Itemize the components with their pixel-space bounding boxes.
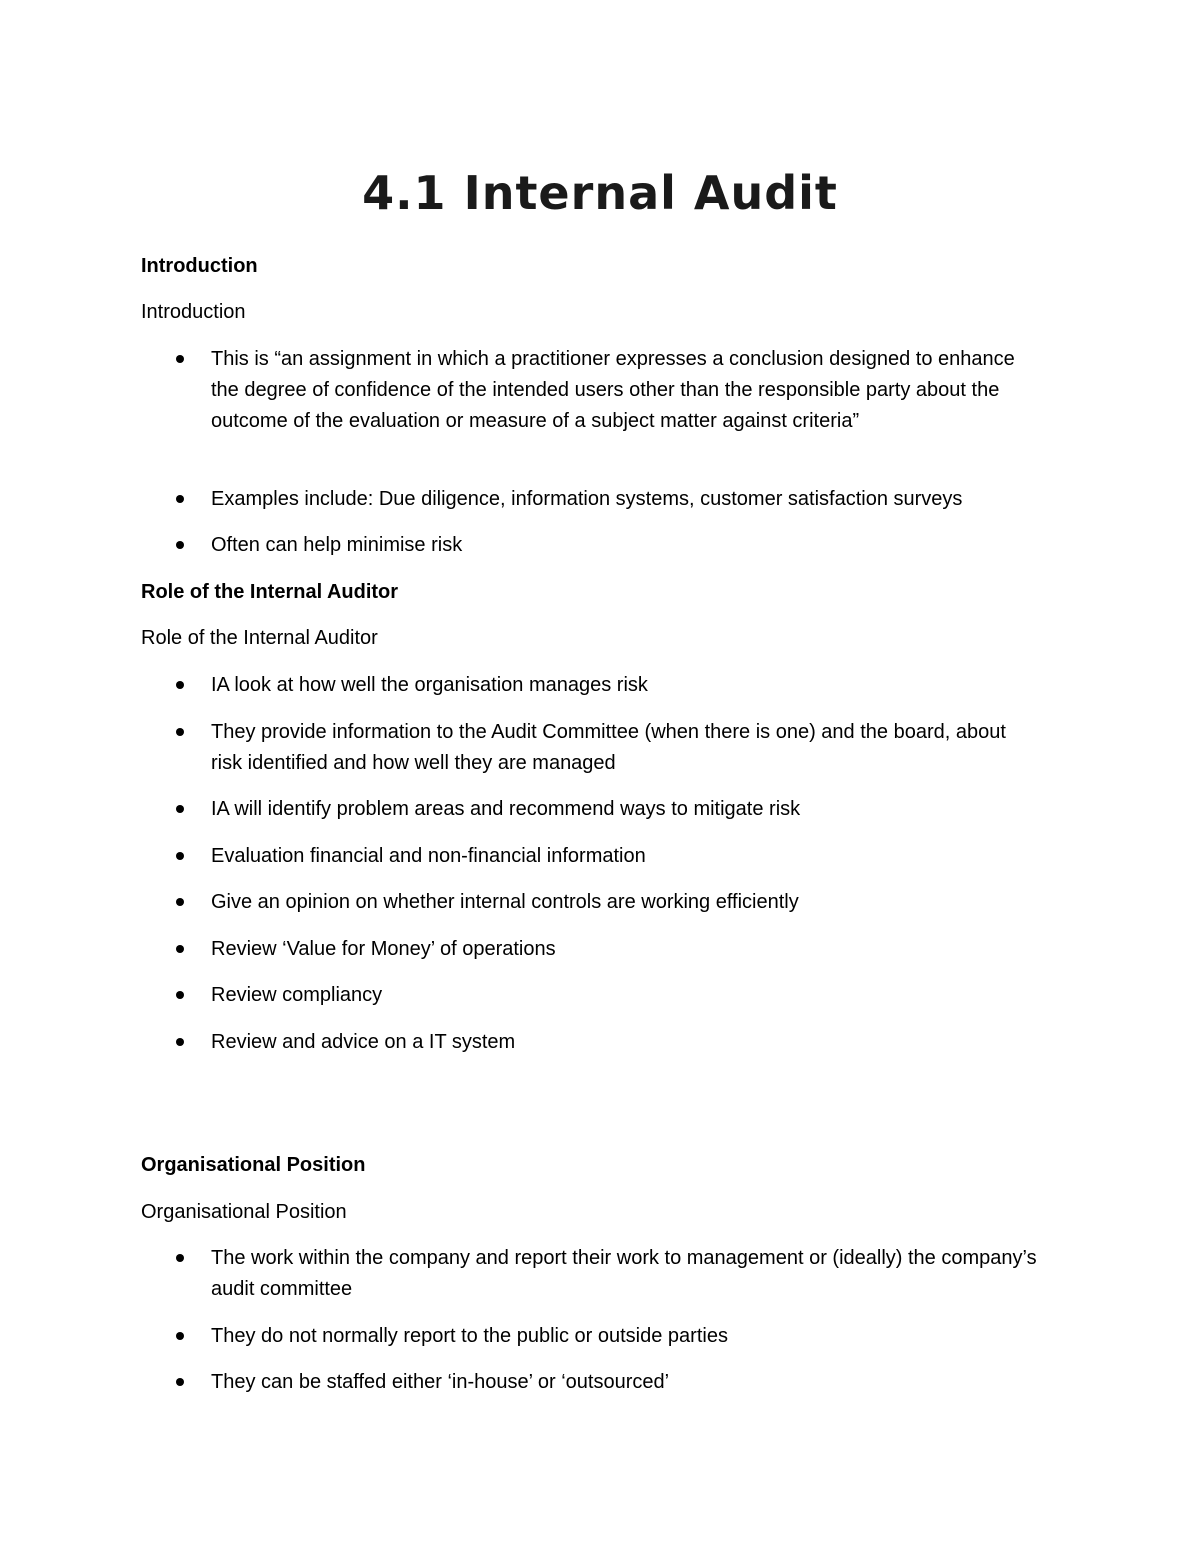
list-item: IA look at how well the organisation manages risk [211,674,648,696]
bullet-icon [176,681,184,689]
section-heading-organisational-position: Organisational Position [141,1154,366,1176]
bullet-icon [176,898,184,906]
list-item: IA will identify problem areas and recommend ways to mitigate risk [211,798,801,820]
list-item: Review and advice on a IT system [211,1031,516,1053]
list-item: Review ‘Value for Money’ of operations [211,938,556,960]
list-item: They do not normally report to the public or outside parties [211,1325,728,1347]
bullet-icon [176,1332,184,1340]
bullet-icon [176,1254,184,1262]
bullet-icon [176,355,184,363]
section-heading-introduction: Introduction [141,255,258,277]
bullet-icon [176,805,184,813]
list-item: Often can help minimise risk [211,534,463,556]
bullet-icon [176,852,184,860]
section-subheading-organisational-position: Organisational Position [141,1201,347,1223]
list-item: Review compliancy [211,984,383,1006]
list-item: They can be staffed either ‘in-house’ or ‘outsourced’ [211,1371,670,1393]
bullet-icon [176,495,184,503]
bullet-icon [176,541,184,549]
section-subheading-introduction: Introduction [141,301,246,323]
bullet-icon [176,945,184,953]
list-item: The work within the company and report their work to management or (ideally) the company’s audit committee [211,1247,1037,1300]
bullet-icon [176,1038,184,1046]
bullet-icon [176,1378,184,1386]
list-item: This is “an assignment in which a practitioner expresses a conclusion designed to enhance the degree of confidence of the intended users other than the responsible party about the outcome of the evaluation or measure of a subject matter against criteria” [211,348,1015,432]
section-subheading-role: Role of the Internal Auditor [141,627,378,649]
list-item: Examples include: Due diligence, information systems, customer satisfaction surveys [211,488,963,510]
bullet-icon [176,991,184,999]
bullet-icon [176,728,184,736]
list-item: Give an opinion on whether internal controls are working efficiently [211,891,799,913]
section-heading-role: Role of the Internal Auditor [141,581,399,603]
list-item: Evaluation financial and non-financial information [211,845,646,867]
page-title: 4.1 Internal Audit [362,166,838,220]
list-item: They provide information to the Audit Committee (when there is one) and the board, about risk identified and how well they are managed [211,721,1006,774]
